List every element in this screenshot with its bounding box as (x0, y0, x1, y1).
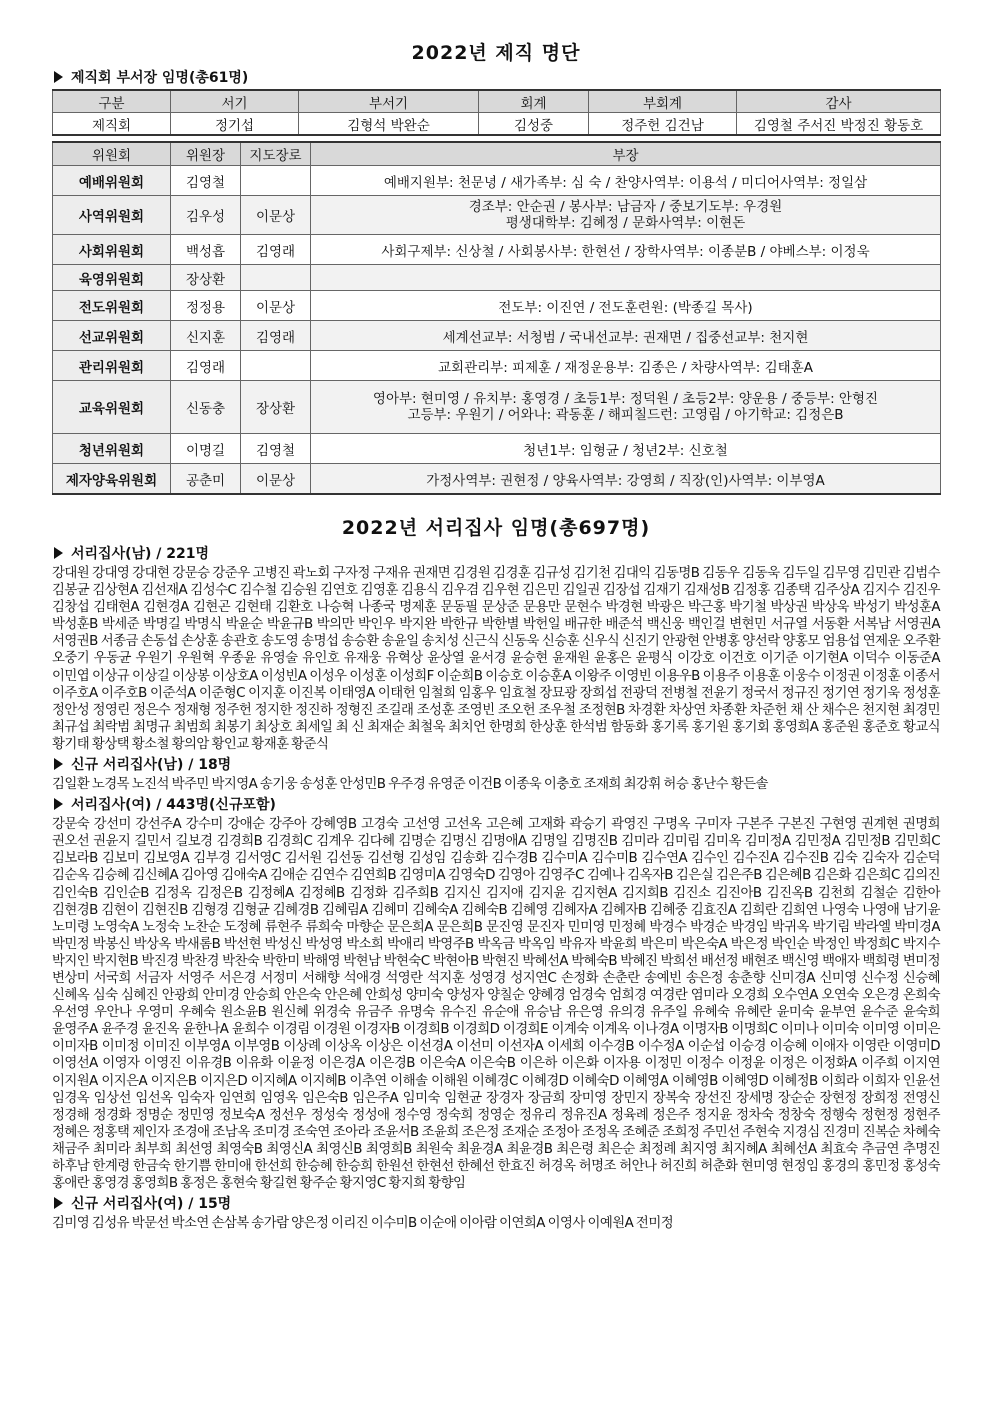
group-heading-male (52, 545, 940, 563)
table-cell: 정기섭 (171, 113, 299, 136)
committee-chair: 김우성 (171, 196, 241, 235)
table-row (53, 434, 941, 464)
table-cell: 김성중 (479, 113, 589, 136)
header-cell: 부장 (311, 142, 941, 166)
committee-elder (241, 265, 311, 291)
table-row (53, 265, 941, 291)
officers-row (53, 113, 941, 136)
header-cell: 지도장로 (241, 142, 311, 166)
committee-depts: 교회관리부: 피제훈 / 재정운용부: 김종은 / 차량사역부: 김태훈A (311, 351, 941, 381)
committee-elder: 장상환 (241, 381, 311, 434)
triangle-bullet-icon (54, 798, 63, 810)
names-list-new-female: 김미영 김성유 박문선 박소연 손삼복 송가람 양은정 이리진 이수미B 이순애 이아람 이연희A 이영사 이예원A 전미정 (52, 1216, 674, 1232)
table-cell: 김영철 주서진 박정진 황동호 (737, 113, 941, 136)
committee-depts (311, 196, 941, 235)
table-row (53, 321, 941, 351)
committee-name: 청년위원회 (53, 434, 171, 464)
committee-elder: 이문상 (241, 196, 311, 235)
committee-depts: 전도부: 이진연 / 전도훈련원: (박종길 목사) (311, 291, 941, 321)
page-title: 2022년 제직 명단 (411, 42, 581, 64)
committee-chair: 김영철 (171, 166, 241, 196)
committee-elder (241, 351, 311, 381)
depts-line-2: 평생대학부: 김혜정 / 문화사역부: 이현돈 (505, 215, 746, 231)
group-heading-female (52, 796, 940, 814)
table-cell: 제직회 (53, 113, 171, 136)
table-row (53, 235, 941, 265)
committee-depts: 예배지원부: 천문녕 / 새가족부: 심 숙 / 찬양사역부: 이용석 / 미디어사역부: 정일삼 (311, 166, 941, 196)
table-row (53, 381, 941, 434)
table-row (53, 196, 941, 235)
names-list-female: 강문숙 강선미 강선주A 강수미 강애순 강주아 강혜영B 고경숙 고선영 고선옥 고은혜 고재화 곽승기 곽영진 구명옥 구미자 구본주 구본진 구현영 권계현 권명희 권오선 권윤지 길민서 길보경 김경희B 김경희C 김계우 김다혜 김명순 김명신 김명애A 김명일 김명진B 김미라 김미림 김미옥 김미정A 김민정A 김민정B 김민희C 김보라B 김보미 김보영A 김부경 김서영C 김서원 김선동 김선형 김성임 김송화 김수경B 김수미A 김수미B 김수연A 김수인 김수진A 김수진B 김숙 김숙자 김순덕 김순옥 김승혜 김신혜A 김아영 김애숙A 김애순 김연수 김연희B 김영미A 김영숙D 김영아 김영주C 김예나 김옥자B 김은실 김은주B 김은혜B 김은화 김은희C 김의진 김인숙B 김인순B 김정옥 김정은B 김정혜A 김정혜B 김정화 김주희B 김지신 김지애 김지윤 김지현A 김지희B 김진소 김진아B 김진옥B 김천희 김철순 김한아 김현경B 김현이 김현진B 김형경 김형균 김혜경B 김혜림A 김혜미 김혜숙A 김혜숙B 김혜영 김혜자A 김혜자B 김혜중 김효진A 김희란 김희연 나영숙 나영애 남기윤 노미령 노영숙A 노정숙 노찬순 도정혜 류현주 류희숙 마향순 문은희A 문은희B 문진영 문진자 민미영 민정혜 박경수 박경순 박경임 박귀옥 박기림 박라엘 박미경A 박민정 박봉신 박상옥 박새롬B 박선현 박성신 박성영 박소희 박애리 박영주B 박옥금 박옥임 박유자 박윤희 박은미 박은숙A 박은정 박인순 박정인 박정희C 박지수 박지인 박지현B 박진경 박찬경 박찬숙 박한미 박해영 박현남 박현숙C 박현아B 박현진 박혜선A 박혜숙B 박혜진 박희선 배선정 배현조 백신영 백애자 백희령 변미정 변상미 서국희 서금자 서영주 서은경 서정미 서해향 석애경 석영란 석지훈 성영경 성지연C 손정화 손춘란 송예빈 송은정 송춘향 신미경A 신미영 신수정 신승혜 신혜옥 심숙 심혜진 안광희 안미경 안승희 안은숙 안은혜 안희성 양미숙 양성자 양칠순 양혜경 엄경숙 엄희경 여경란 염미라 오경희 오수연A 오연숙 오은경 온희숙 우선영 우안나 우영미 우혜숙 원소윤B 원신혜 위경숙 유금주 유명숙 유수진 유순애 유승남 유은영 유의경 유주일 유혜숙 유혜란 윤미숙 윤부연 윤수준 윤숙희 윤영주A 윤주경 윤진옥 윤한나A 윤희수 이경림 이경원 이경자B 이경희B 이경희D 이경희E 이계숙 이계옥 이나경A 이명자B 이명희C 이미나 이미숙 이미영 이미은 이미자B 이미정 이미진 이부영A 이부영B 이상례 이상옥 이상은 이선경A 이선미 이선자A 이세희 이수경B 이수정A 이순섭 이승경 이승혜 이애자 이영란 이영미D 이영선A 이영자 이영진 이유경B 이유화 이윤정 이은경A 이은경B 이은숙A 이은숙B 이은하 이은화 이자용 이정민 이정수 이정윤 이정은 이정화A 이주희 이지연 이지원A 이지은A 이지은B 이지은D 이지혜A 이지혜B 이추연 이해솔 이해원 이혜경C 이혜경D 이혜숙D 이혜영A 이혜영B 이혜영D 이혜정B 이희라 이희자 인윤선 임경옥 임상선 임선옥 임숙자 임연희 임영옥 임은숙B 임은주A 임미숙 임현균 장경자 장금희 장미영 장민지 장복숙 장선진 장세명 장순순 장현정 장희정 전영신 정경해 정경화 정명순 정민영 정보숙A 정선우 정성숙 정성애 정수영 정숙희 정영순 정유리 정유진A 정육례 정은주 정지윤 정차숙 정창숙 정행숙 정현정 정현주 정혜은 정홍택 제인자 조경애 조남옥 조미경 조숙연 조아라 조윤서B 조윤희 조은정 조재순 조정아 조정옥 조혜준 조희정 주민선 주현숙 지경심 진경미 진복순 차혜숙 채금주 최미라 최부희 최선영 최영숙B 최영신A 최영신B 최영희B 최원숙 최윤경A 최윤경B 최은령 최은순 최정례 최지영 최지혜A 최혜선A 최효숙 추금연 추명진 하후남 한계령 한금숙 한기쁨 한미애 한선희 한승혜 한승희 한원선 한현선 한혜선 한효진 허경옥 허명조 허안나 허진희 허춘화 현미영 현정임 홍경의 홍민정 홍성숙 홍애란 홍영경 홍영희B 홍정은 홍현숙 황길현 황주순 황지영C 황지희 황향임 (52, 817, 941, 1192)
table-row (53, 464, 941, 495)
table-cell: 정주헌 김건남 (589, 113, 737, 136)
table-row (53, 351, 941, 381)
section-officers-heading (52, 69, 940, 87)
header-cell: 부서기 (299, 90, 479, 113)
group-label: 서리집사(여) / 443명(신규포함) (71, 797, 276, 814)
triangle-bullet-icon (54, 1197, 63, 1209)
committee-chair: 공춘미 (171, 464, 241, 495)
group-heading-new-male (52, 756, 940, 774)
depts-line-2: 고등부: 우원기 / 어와나: 곽동훈 / 해피칠드런: 고영림 / 아기학교: 김정은B (407, 407, 844, 423)
committee-chair: 장상환 (171, 265, 241, 291)
triangle-bullet-icon (54, 71, 63, 83)
triangle-bullet-icon (54, 547, 63, 559)
committee-depts: 청년1부: 임형균 / 청년2부: 신호철 (311, 434, 941, 464)
header-cell: 위원장 (171, 142, 241, 166)
section-officers-label: 제직회 부서장 임명(총61명) (71, 70, 249, 86)
page (52, 40, 940, 1234)
depts-line-1: 경조부: 안순권 / 봉사부: 남금자 / 중보기도부: 우경원 (468, 199, 783, 215)
table-row (53, 166, 941, 196)
committees-header-row (53, 142, 941, 166)
committee-elder: 이문상 (241, 464, 311, 495)
committee-elder: 이문상 (241, 291, 311, 321)
committee-depts: 가정사역부: 권현정 / 양육사역부: 강영희 / 직장(인)사역부: 이부영A (311, 464, 941, 495)
table-row (53, 291, 941, 321)
committee-name: 교육위원회 (53, 381, 171, 434)
depts-line-1: 영아부: 현미영 / 유치부: 홍영경 / 초등1부: 정덕원 / 초등2부: 양운용 / 중등부: 안형진 (372, 391, 879, 407)
header-cell: 부회계 (589, 90, 737, 113)
committee-name: 육영위원회 (53, 265, 171, 291)
names-list-new-male: 김일환 노경목 노진석 박주민 박지영A 송기웅 송성훈 안성민B 우주경 유영준 이건B 이종욱 이충호 조재희 최강휘 허승 홍난수 황든솔 (52, 777, 768, 793)
triangle-bullet-icon (54, 758, 63, 770)
officers-table (52, 89, 941, 136)
officers-header-row (53, 90, 941, 113)
header-cell: 회계 (479, 90, 589, 113)
table-cell: 김형석 박완순 (299, 113, 479, 136)
deacons-title: 2022년 서리집사 임명(총697명) (341, 517, 651, 539)
committee-chair: 백성흡 (171, 235, 241, 265)
committee-elder (241, 166, 311, 196)
committee-depts (311, 381, 941, 434)
committee-name: 예배위원회 (53, 166, 171, 196)
committee-chair: 김영래 (171, 351, 241, 381)
committee-chair: 이명길 (171, 434, 241, 464)
header-cell: 구분 (53, 90, 171, 113)
header-cell: 위원회 (53, 142, 171, 166)
committee-name: 제자양육위원회 (53, 464, 171, 495)
committees-table (52, 141, 941, 495)
header-cell: 감사 (737, 90, 941, 113)
committee-depts: 사회구제부: 신상철 / 사회봉사부: 한현선 / 장학사역부: 이종분B / 야베스부: 이정욱 (311, 235, 941, 265)
committee-depts (311, 265, 941, 291)
committee-name: 사회위원회 (53, 235, 171, 265)
committee-name: 선교위원회 (53, 321, 171, 351)
committee-name: 관리위원회 (53, 351, 171, 381)
header-cell: 서기 (171, 90, 299, 113)
committee-elder: 김영래 (241, 235, 311, 265)
committee-chair: 정정용 (171, 291, 241, 321)
group-label: 서리집사(남) / 221명 (71, 546, 210, 562)
group-label: 신규 서리집사(남) / 18명 (71, 757, 232, 774)
committee-depts: 세계선교부: 서청범 / 국내선교부: 권재면 / 집중선교부: 천지현 (311, 321, 941, 351)
committee-chair: 신동충 (171, 381, 241, 434)
committee-name: 전도위원회 (53, 291, 171, 321)
group-label: 신규 서리집사(여) / 15명 (71, 1196, 232, 1213)
group-heading-new-female (52, 1195, 940, 1213)
committee-elder: 김영래 (241, 321, 311, 351)
committee-name: 사역위원회 (53, 196, 171, 235)
names-list-male: 강대원 강대영 강대현 강문승 강준우 고병진 곽노회 구자정 구재유 권재면 김경원 김경훈 김규성 김기천 김대익 김동명B 김동우 김동욱 김두일 김무영 김민관 김범수 김봉균 김상현A 김선재A 김성수C 김수철 김승원 김연호 김영훈 김용식 김우겸 김우현 김은민 김일권 김장섭 김재기 김재성B 김정홍 김종택 김주상A 김지수 김진우 김창섭 김태현A 김현경A 김현곤 김현태 김환호 나승혁 나종국 명제훈 문동필 문상준 문용만 문현수 박경현 박광은 박근홍 박기철 박상권 박상욱 박성기 박성훈A 박성훈B 박세준 박명길 박명식 박윤순 박윤규B 박의만 박인우 박지완 박한규 박한별 박헌일 배규한 배준석 백신웅 백인걸 변현민 서규열 서동환 서복남 서영권A 서영권B 서종금 손동섭 손상훈 송관호 송도영 송명섭 송승환 송윤일 송치성 신근식 신동욱 신승훈 신우식 신진기 안광현 안병홍 양선락 양홍모 엄용섭 연제운 오주환 오중기 우동균 우원기 우원혁 우종윤 유영술 유인호 유재웅 유혁상 윤상열 윤서경 윤승현 윤재원 윤홍은 윤평식 이강호 이건호 이기준 이기현A 이덕수 이동준A 이민엽 이상규 이상길 이상봉 이상호A 이성빈A 이성우 이성훈 이성희F 이순희B 이승호 이승훈A 이왕주 이영빈 이용우B 이용주 이용훈 이웅수 이정권 이정훈 이종서 이주호A 이주호B 이준석A 이준형C 이지훈 이진복 이태영A 이태헌 임철희 임홍우 임효철 장묘광 장희섭 전광덕 전병철 전윤기 정국서 정규진 정기연 정기욱 정성훈 정안성 정영린 정은수 정재형 정주헌 정지한 정진하 정형진 조길래 조성훈 조영빈 조오헌 조우철 조정현B 차경환 차상연 차종환 차준헌 채 산 채수은 천지현 최경민 최규섭 최락범 최명규 최범희 최봉기 최상호 최세일 최 신 최재순 최철욱 최치언 한명희 한상훈 한석범 함동화 홍기록 홍기원 홍기회 홍영희A 홍준원 홍준호 황교식 황기태 황상택 황소철 황의암 황인교 황재훈 황준식 (52, 566, 940, 752)
committee-chair: 신지훈 (171, 321, 241, 351)
committee-elder: 김영철 (241, 434, 311, 464)
